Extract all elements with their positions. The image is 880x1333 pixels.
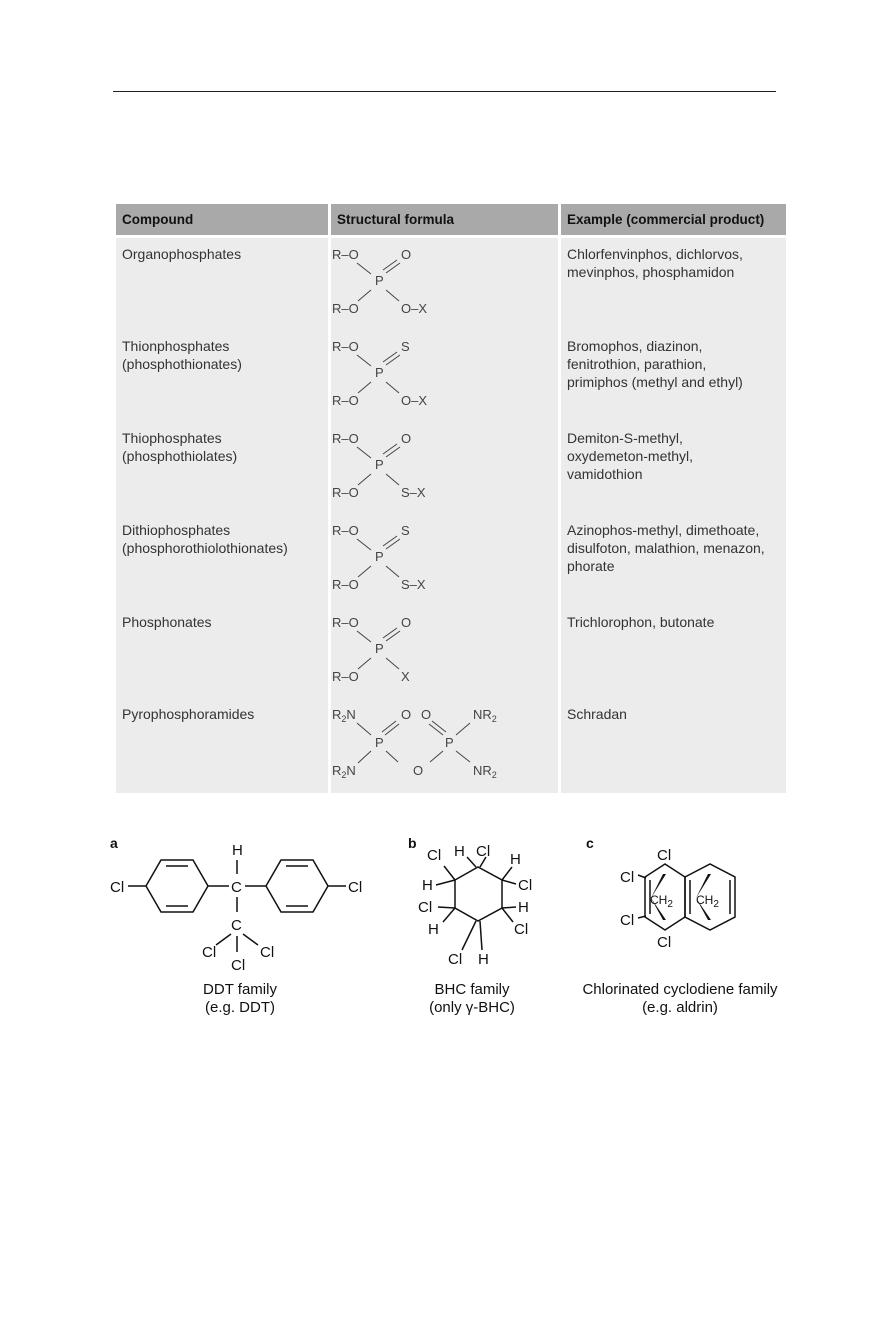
atom-h: H bbox=[518, 899, 529, 916]
formula-bottom-left: R–O bbox=[332, 577, 359, 592]
formula-oxo-left: O bbox=[401, 707, 412, 722]
phosphate-structure bbox=[331, 332, 491, 414]
atom-cl-top: Cl bbox=[657, 847, 672, 864]
atom-h: H bbox=[510, 851, 521, 868]
atom-h: H bbox=[478, 951, 489, 968]
formula-top-left: R–O bbox=[332, 615, 359, 630]
example-cell bbox=[561, 606, 786, 698]
example-cell bbox=[561, 698, 786, 793]
example-line: vamidothion bbox=[567, 466, 643, 482]
table-row bbox=[116, 422, 786, 514]
formula-top-right: O bbox=[401, 615, 412, 630]
column-header-structural-formula: Structural formula bbox=[331, 204, 558, 238]
example-line: fenitrothion, parathion, bbox=[567, 356, 707, 372]
compound-cell bbox=[116, 422, 328, 514]
formula-center: P bbox=[375, 457, 384, 472]
compound-cell bbox=[116, 514, 328, 606]
formula-bottom-left: R–O bbox=[332, 393, 359, 408]
formula-top-right: O bbox=[401, 247, 412, 262]
table-row bbox=[116, 514, 786, 606]
table-row bbox=[116, 238, 786, 330]
example-line: disulfoton, malathion, menazon, bbox=[567, 540, 765, 556]
phosphonate-structure bbox=[331, 608, 491, 690]
formula-nr2-top-right: $NR_2$ bbox=[473, 707, 497, 724]
figure-caption-b-line2: (only γ-BHC) bbox=[429, 999, 515, 1016]
table-header-row bbox=[116, 204, 786, 238]
atom-cl: Cl bbox=[518, 877, 533, 894]
bridge-ch2-left: $CH_2$ bbox=[650, 893, 673, 910]
formula-p-left: P bbox=[375, 735, 384, 750]
atom-cl-left: Cl bbox=[110, 879, 125, 896]
formula-nr2-bottom-right: $NR_2$ bbox=[473, 763, 497, 780]
formula-top-left: R–O bbox=[332, 339, 359, 354]
example-cell bbox=[561, 422, 786, 514]
formula-oxo-right: O bbox=[421, 707, 432, 722]
example-cell bbox=[561, 330, 786, 422]
formula-top-left: R–O bbox=[332, 431, 359, 446]
example-line: mevinphos, phosphamidon bbox=[567, 264, 735, 280]
formula-bridge-oxygen: O bbox=[413, 763, 424, 778]
column-header-example: Example (commercial product) bbox=[561, 204, 786, 238]
atom-cl: Cl bbox=[448, 951, 463, 968]
column-header-compound: Compound bbox=[116, 204, 328, 238]
atom-h: H bbox=[454, 843, 465, 860]
atom-cl-right: Cl bbox=[348, 879, 363, 896]
organochlorine-figures bbox=[110, 830, 790, 1030]
atom-cl-left-lower: Cl bbox=[620, 912, 635, 929]
compound-name: Thiophosphates bbox=[122, 430, 222, 446]
formula-bottom-left: R–O bbox=[332, 301, 359, 316]
figure-caption-c-line1: Chlorinated cyclodiene family bbox=[582, 981, 778, 998]
example-cell bbox=[561, 238, 786, 330]
phosphate-structure bbox=[331, 516, 491, 598]
figure-caption-b-line1: BHC family bbox=[434, 981, 510, 998]
figure-a-ddt bbox=[110, 835, 362, 1016]
formula-r2n-top-left: $R_2N$ bbox=[332, 707, 356, 724]
formula-top-right: S bbox=[401, 339, 410, 354]
formula-cell bbox=[331, 514, 558, 606]
atom-cl: Cl bbox=[418, 899, 433, 916]
formula-bottom-right: O–X bbox=[401, 301, 428, 316]
formula-top-right: O bbox=[401, 431, 412, 446]
example-line: Bromophos, diazinon, bbox=[567, 338, 703, 354]
atom-cl: Cl bbox=[476, 843, 491, 860]
compound-synonym: (phosphothionates) bbox=[122, 356, 242, 372]
figure-b-bhc bbox=[408, 835, 532, 1016]
figure-caption-c-line2: (e.g. aldrin) bbox=[642, 999, 718, 1016]
atom-cl-bottom: Cl bbox=[657, 934, 672, 951]
bridge-ch2-right: $CH_2$ bbox=[696, 893, 719, 910]
pesticide-table bbox=[113, 204, 789, 793]
formula-bottom-right: S–X bbox=[401, 577, 426, 592]
formula-center: P bbox=[375, 549, 384, 564]
compound-cell bbox=[116, 238, 328, 330]
example-line: primiphos (methyl and ethyl) bbox=[567, 374, 743, 390]
example-line: Demiton-S-methyl, bbox=[567, 430, 683, 446]
formula-center: P bbox=[375, 641, 384, 656]
example-line: oxydemeton-methyl, bbox=[567, 448, 694, 464]
compound-name: Pyrophosphoramides bbox=[122, 706, 255, 722]
formula-cell bbox=[331, 238, 558, 330]
atom-cl: Cl bbox=[514, 921, 529, 938]
atom-c-central: C bbox=[231, 879, 242, 896]
phosphate-structure bbox=[331, 240, 491, 322]
formula-r2n-bottom-left: $R_2N$ bbox=[332, 763, 356, 780]
formula-bottom-left: R–O bbox=[332, 669, 359, 684]
example-cell bbox=[561, 514, 786, 606]
figure-c-aldrin bbox=[582, 835, 778, 1016]
formula-top-left: R–O bbox=[332, 247, 359, 262]
compound-name: Thionphosphates bbox=[122, 338, 230, 354]
benzene-ring-right bbox=[266, 860, 328, 912]
compound-name: Phosphonates bbox=[122, 614, 212, 630]
example-line: Azinophos-methyl, dimethoate, bbox=[567, 522, 760, 538]
atom-h: H bbox=[422, 877, 433, 894]
formula-top-right: S bbox=[401, 523, 410, 538]
formula-center: P bbox=[375, 273, 384, 288]
panel-letter-a: a bbox=[110, 835, 118, 851]
atom-cl: Cl bbox=[427, 847, 442, 864]
benzene-ring-left bbox=[146, 860, 208, 912]
table-row bbox=[116, 330, 786, 422]
atom-h: H bbox=[232, 842, 243, 859]
formula-center: P bbox=[375, 365, 384, 380]
formula-p-right: P bbox=[445, 735, 454, 750]
formula-cell bbox=[331, 422, 558, 514]
formula-cell bbox=[331, 606, 558, 698]
atom-cl-ccl3-bottom: Cl bbox=[231, 957, 246, 974]
example-line: Chlorfenvinphos, dichlorvos, bbox=[567, 246, 743, 262]
formula-top-left: R–O bbox=[332, 523, 359, 538]
compound-cell bbox=[116, 606, 328, 698]
pyrophosphoramide-structure bbox=[331, 700, 551, 786]
example-line: Trichlorophon, butonate bbox=[567, 614, 715, 630]
formula-cell bbox=[331, 698, 558, 793]
formula-cell bbox=[331, 330, 558, 422]
compound-cell bbox=[116, 330, 328, 422]
cyclohexane-ring bbox=[455, 867, 502, 921]
formula-bottom-left: R–O bbox=[332, 485, 359, 500]
atom-cl-left-upper: Cl bbox=[620, 869, 635, 886]
compound-cell bbox=[116, 698, 328, 793]
atom-h: H bbox=[428, 921, 439, 938]
compound-name: Organophosphates bbox=[122, 246, 242, 262]
figure-caption-a-line2: (e.g. DDT) bbox=[204, 999, 276, 1016]
phosphate-structure bbox=[331, 424, 491, 506]
compound-synonym: (phosphothiolates) bbox=[122, 448, 238, 464]
table-row bbox=[116, 606, 786, 698]
compound-synonym: (phosphorothiolothionates) bbox=[122, 540, 288, 556]
example-line: phorate bbox=[567, 558, 615, 574]
panel-letter-b: b bbox=[408, 835, 417, 851]
formula-bottom-right: S–X bbox=[401, 485, 426, 500]
atom-cl-ccl3-left: Cl bbox=[202, 944, 217, 961]
formula-bottom-right: X bbox=[401, 669, 410, 684]
panel-letter-c: c bbox=[586, 835, 594, 851]
atom-cl-ccl3-right: Cl bbox=[260, 944, 275, 961]
figure-caption-a-line1: DDT family bbox=[203, 981, 277, 998]
compound-name: Dithiophosphates bbox=[122, 522, 231, 538]
atom-c-lower: C bbox=[231, 917, 242, 934]
table-row bbox=[116, 698, 786, 793]
formula-bottom-right: O–X bbox=[401, 393, 428, 408]
example-line: Schradan bbox=[567, 706, 627, 722]
header-rule bbox=[113, 91, 776, 92]
